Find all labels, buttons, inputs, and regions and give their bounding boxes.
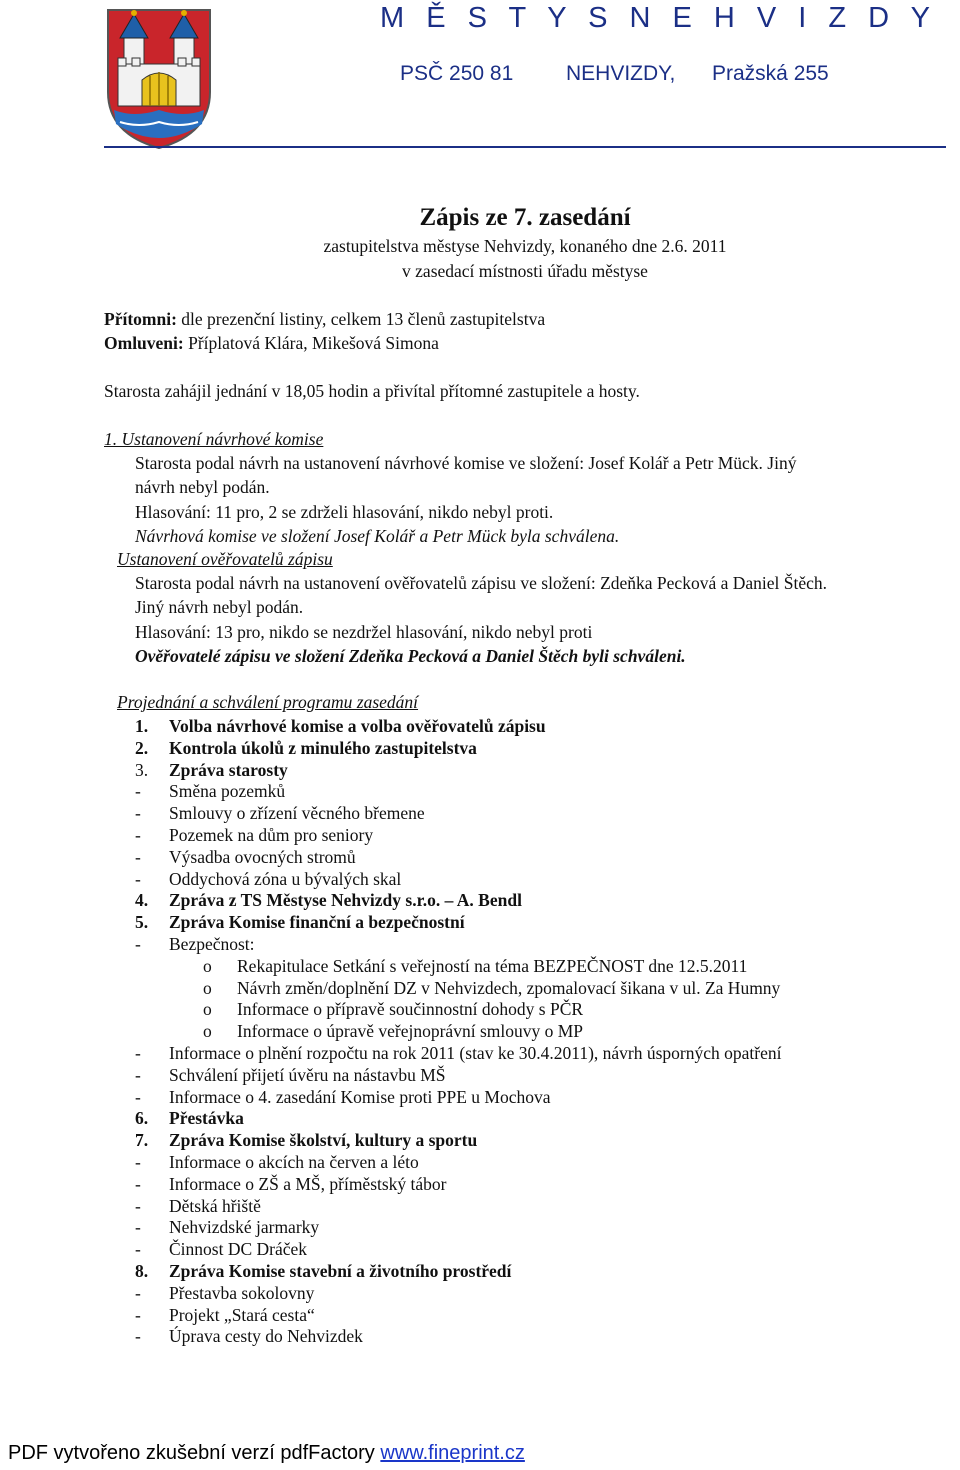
program-item-marker: 7. — [135, 1130, 149, 1151]
program-item-marker: o — [203, 955, 212, 976]
program-item-marker: - — [135, 846, 141, 867]
header-divider — [104, 146, 946, 148]
program-item-text: Dětská hřiště — [169, 1195, 261, 1216]
item1-line2: návrh nebyl podán. — [135, 477, 270, 497]
program-item-text: Přestavba sokolovny — [169, 1282, 315, 1303]
document-subtitle-location: v zasedací místnosti úřadu městyse — [402, 261, 648, 281]
program-heading: Projednání a schválení programu zasedání — [117, 692, 419, 712]
program-item-text: Zpráva starosty — [169, 759, 288, 780]
excused-label: Omluveni: — [104, 333, 184, 353]
address-street: Pražská 255 — [712, 62, 829, 85]
program-item-text: Činnost DC Dráček — [169, 1239, 308, 1260]
program-item-marker: 8. — [135, 1261, 149, 1281]
program-item-marker: o — [203, 999, 212, 1020]
program-item-marker: - — [135, 934, 141, 954]
program-item-marker: - — [135, 1086, 141, 1107]
program-item-text: Smlouvy o zřízení věcného břemene — [169, 803, 425, 824]
program-item-marker: 2. — [135, 737, 149, 758]
program-item-marker: - — [135, 1282, 141, 1303]
program-item-text: Informace o plnění rozpočtu na rok 2011 (stav ke 30.4.2011), návrh úsporných opatření — [169, 1043, 782, 1063]
address-city: NEHVIZDY, — [566, 62, 676, 85]
program-item-marker: 3. — [135, 759, 149, 780]
program-item-text: Schválení přijetí úvěru na nástavbu MŠ — [169, 1064, 446, 1085]
program-item-marker: 5. — [135, 912, 149, 933]
excused-line — [104, 333, 439, 354]
item2-line1: Starosta podal návrh na ustanovení ověřovatelů zápisu ve složení: Zdeňka Pecková a Daniel Štěch. — [135, 573, 828, 593]
program-item-text: Informace o 4. zasedání Komise proti PPE u Mochova — [169, 1086, 551, 1107]
program-item-marker: - — [135, 1064, 141, 1085]
footer-link[interactable]: www.fineprint.cz — [380, 1442, 525, 1464]
opening-paragraph: Starosta zahájil jednání v 18,05 hodin a přivítal přítomné zastupitele a hosty. — [104, 381, 640, 401]
postcode: PSČ 250 81 — [400, 62, 514, 85]
program-item-marker: - — [135, 825, 141, 845]
program-item-text: Pozemek na dům pro seniory — [169, 825, 374, 845]
program-item-marker: o — [203, 1021, 212, 1042]
excused-text: Příplatová Klára, Mikešová Simona — [183, 333, 439, 353]
item1-heading: 1. Ustanovení návrhové komise — [104, 429, 324, 449]
program-item-text: Bezpečnost: — [169, 934, 255, 954]
program-item-text: Přestávka — [169, 1108, 244, 1129]
item2-line2: Jiný návrh nebyl podán. — [135, 597, 304, 617]
program-item-text: Výsadba ovocných stromů — [169, 846, 356, 867]
item1-result: Návrhová komise ve složení Josef Kolář a Petr Mück byla schválena. — [135, 526, 620, 546]
footer-text: PDF vytvořeno zkušební verzí pdfFactory — [8, 1442, 381, 1464]
program-item-text: Kontrola úkolů z minulého zastupitelstva — [169, 737, 477, 758]
program-item-text: Rekapitulace Setkání s veřejností na téma BEZPEČNOST dne 12.5.2011 — [237, 955, 748, 976]
pdf-footer — [8, 1442, 525, 1465]
program-item-marker: - — [135, 1195, 141, 1216]
program-item-marker: - — [135, 868, 141, 889]
document-title: Zápis ze 7. zasedání — [419, 204, 631, 231]
program-item-text: Směna pozemků — [169, 781, 286, 802]
program-item-marker: - — [135, 1173, 141, 1194]
program-item-marker: - — [135, 781, 141, 802]
program-item-marker: - — [135, 1326, 141, 1347]
present-line — [104, 309, 545, 330]
program-item-text: Informace o akcích na červen a léto — [169, 1152, 419, 1172]
item2-vote: Hlasování: 13 pro, nikdo se nezdržel hlasování, nikdo nebyl proti — [135, 622, 593, 642]
program-item-marker: - — [135, 1152, 141, 1172]
program-item-text: Zpráva Komise školství, kultury a sportu — [169, 1130, 478, 1151]
item2-heading: Ustanovení ověřovatelů zápisu — [117, 549, 333, 569]
program-item-text: Nehvizdské jarmarky — [169, 1217, 320, 1238]
program-item-text: Oddychová zóna u bývalých skal — [169, 868, 402, 889]
document-subtitle-meeting: zastupitelstva městyse Nehvizdy, konaného dne 2.6. 2011 — [323, 236, 727, 256]
program-item-marker: - — [135, 1239, 141, 1260]
program-item-text: Úprava cesty do Nehvizdek — [169, 1326, 363, 1347]
program-item-marker: - — [135, 803, 141, 824]
program-item-marker: 4. — [135, 890, 149, 911]
item2-result: Ověřovatelé zápisu ve složení Zdeňka Pecková a Daniel Štěch byli schváleni. — [135, 646, 686, 666]
program-item-marker: 6. — [135, 1108, 149, 1129]
program-item-text: Informace o úpravě veřejnoprávní smlouvy o MP — [237, 1021, 584, 1042]
town-name: M Ě S T Y S N E H V I Z D Y — [380, 2, 937, 34]
present-label: Přítomni: — [104, 309, 177, 329]
program-item-text: Informace o ZŠ a MŠ, příměstský tábor — [169, 1173, 447, 1194]
town-coat-of-arms — [104, 6, 214, 152]
program-item-marker: - — [135, 1217, 141, 1238]
program-item-text: Zpráva Komise finanční a bezpečnostní — [169, 912, 465, 933]
item1-vote: Hlasování: 11 pro, 2 se zdrželi hlasování, nikdo nebyl proti. — [135, 502, 554, 522]
program-item-text: Informace o přípravě součinnostní dohody s PČR — [237, 999, 584, 1020]
program-item-marker: o — [203, 977, 212, 998]
program-item-text: Návrh změn/doplnění DZ v Nehvizdech, zpomalovací šikana v ul. Za Humny — [237, 977, 781, 998]
program-item-marker: - — [135, 1304, 141, 1325]
program-item-text: Zpráva z TS Městyse Nehvizdy s.r.o. – A. Bendl — [169, 890, 522, 911]
present-text: dle prezenční listiny, celkem 13 členů zastupitelstva — [176, 309, 546, 329]
program-item-text: Projekt „Stará cesta“ — [169, 1304, 315, 1325]
program-item-text: Volba návrhové komise a volba ověřovatelů zápisu — [169, 716, 546, 736]
program-item-marker: 1. — [135, 716, 149, 736]
program-item-text: Zpráva Komise stavební a životního prostředí — [169, 1261, 512, 1281]
program-item-marker: - — [135, 1043, 141, 1063]
item1-line1: Starosta podal návrh na ustanovení návrhové komise ve složení: Josef Kolář a Petr Mück. Jiný — [135, 453, 797, 473]
